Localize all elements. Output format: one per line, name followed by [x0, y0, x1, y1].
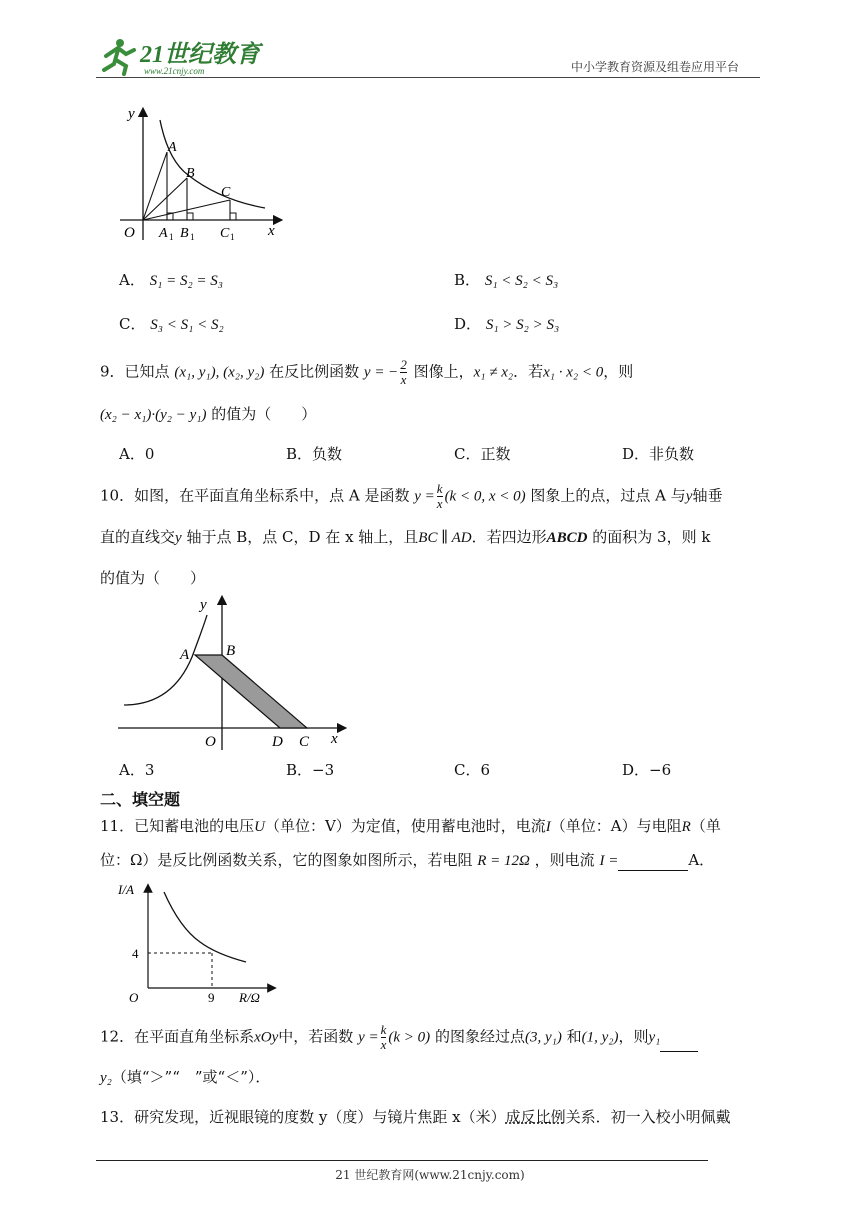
platform-name: 中小学教育资源及组卷应用平台: [571, 60, 740, 74]
q9-option-c[interactable]: C．正数: [454, 445, 511, 463]
figure-q8: [110, 100, 290, 245]
svg-text:B: B: [186, 166, 195, 181]
svg-text:A: A: [159, 226, 168, 241]
svg-text:y: y: [128, 106, 135, 122]
logo-text: 21世纪教育: [140, 42, 260, 68]
svg-text:A: A: [168, 140, 177, 155]
q10-line1: 10．如图，在平面直角坐标系中，点 A 是函数 y = $\frac{k}{x}$ (k < 0, x < 0) 图象上的点，过点 A 与y轴垂: [100, 481, 723, 511]
q9-option-a[interactable]: A．0: [119, 445, 155, 463]
q9-line2: (x₂ − x₁)·(y₂ − y₁) 的值为（ ）: [100, 405, 317, 423]
answer-blank[interactable]: [618, 854, 688, 871]
hyperbola-curve: [124, 615, 207, 705]
q10-line2: 直的直线交y 轴于点 B，点 C，D 在 x 轴上，且BC ∥ AD．若四边形ABCD 的面积为 3，则 k: [100, 528, 711, 546]
q8-option-a[interactable]: A． S₁ = S₂ = S₃: [119, 271, 224, 289]
svg-text:x: x: [268, 223, 275, 239]
header-rule: [96, 77, 760, 78]
svg-text:1: 1: [169, 232, 174, 242]
figure-q10: [112, 595, 352, 750]
svg-text:I/A: I/A: [118, 882, 134, 897]
logo-url: www.21cnjy.com: [144, 66, 205, 76]
q11-line1: 11．已知蓄电池的电压U（单位：V）为定值，使用蓄电池时，电流I（单位：A）与电阻R（单: [100, 817, 721, 835]
q8-option-d[interactable]: D． S₁ > S₂ > S₃: [454, 315, 560, 333]
footer-text: 21 世纪教育网(www.21cnjy.com): [335, 1168, 525, 1182]
hyperbola-curve: [160, 120, 265, 208]
svg-text:1: 1: [230, 232, 235, 242]
svg-text:C: C: [220, 226, 230, 241]
q9-option-d[interactable]: D．非负数: [622, 445, 695, 463]
header-logo: [96, 36, 266, 76]
q9-line1: 9．已知点 (x₁, y₁), (x₂, y₂) 在反比例函数 y = − $\frac{2}{x}$ 图像上，x₁ ≠ x₂．若x₁ · x₂ < 0，则: [100, 357, 634, 387]
q8-option-b[interactable]: B． S₁ < S₂ < S₃: [454, 271, 559, 289]
q10-line3: 的值为（ ）: [100, 569, 206, 587]
q13-line1: 13．研究发现，近视眼镜的度数 y（度）与镜片焦距 x（米）成反比例关系．初一入校小明佩戴: [100, 1108, 731, 1126]
quadrilateral-abcd: [195, 655, 307, 728]
svg-text:O: O: [205, 734, 216, 750]
svg-text:O: O: [129, 990, 139, 1003]
figure-q11: [112, 878, 277, 1003]
svg-text:1: 1: [190, 232, 195, 242]
svg-text:R/Ω: R/Ω: [239, 990, 260, 1003]
q10-option-a[interactable]: A．3: [119, 761, 155, 779]
svg-text:y: y: [200, 597, 207, 613]
svg-text:B: B: [180, 226, 189, 241]
runner-icon: [96, 36, 266, 76]
svg-text:C: C: [221, 185, 231, 200]
svg-text:A: A: [180, 647, 190, 663]
svg-text:B: B: [226, 643, 236, 659]
footer-rule: [96, 1160, 708, 1161]
q12-line2: y₂（填“＞”“ ”或“＜”）．: [100, 1068, 271, 1086]
q10-option-d[interactable]: D．−6: [622, 761, 672, 779]
svg-text:x: x: [331, 731, 338, 747]
q8-option-c[interactable]: C． S₃ < S₁ < S₂: [119, 315, 224, 333]
svg-text:O: O: [124, 225, 135, 241]
svg-text:9: 9: [208, 990, 215, 1003]
svg-text:4: 4: [132, 946, 139, 961]
q10-option-c[interactable]: C．6: [454, 761, 491, 779]
q11-line2: 位：Ω）是反比例函数关系，它的图象如图所示，若电阻 R = 12Ω ，则电流 I = A．: [100, 851, 715, 869]
section-heading: 二、填空题: [100, 790, 181, 809]
q9-option-b[interactable]: B．负数: [286, 445, 343, 463]
svg-text:C: C: [299, 734, 310, 750]
answer-blank[interactable]: [660, 1035, 698, 1052]
curve: [164, 892, 246, 962]
q12-line1: 12．在平面直角坐标系xOy中，若函数 y = $\frac{k}{x}$ (k > 0) 的图象经过点(3, y₁) 和(1, y₂)，则y₁: [100, 1023, 698, 1052]
q10-option-b[interactable]: B．−3: [286, 761, 335, 779]
svg-text:D: D: [272, 734, 283, 750]
